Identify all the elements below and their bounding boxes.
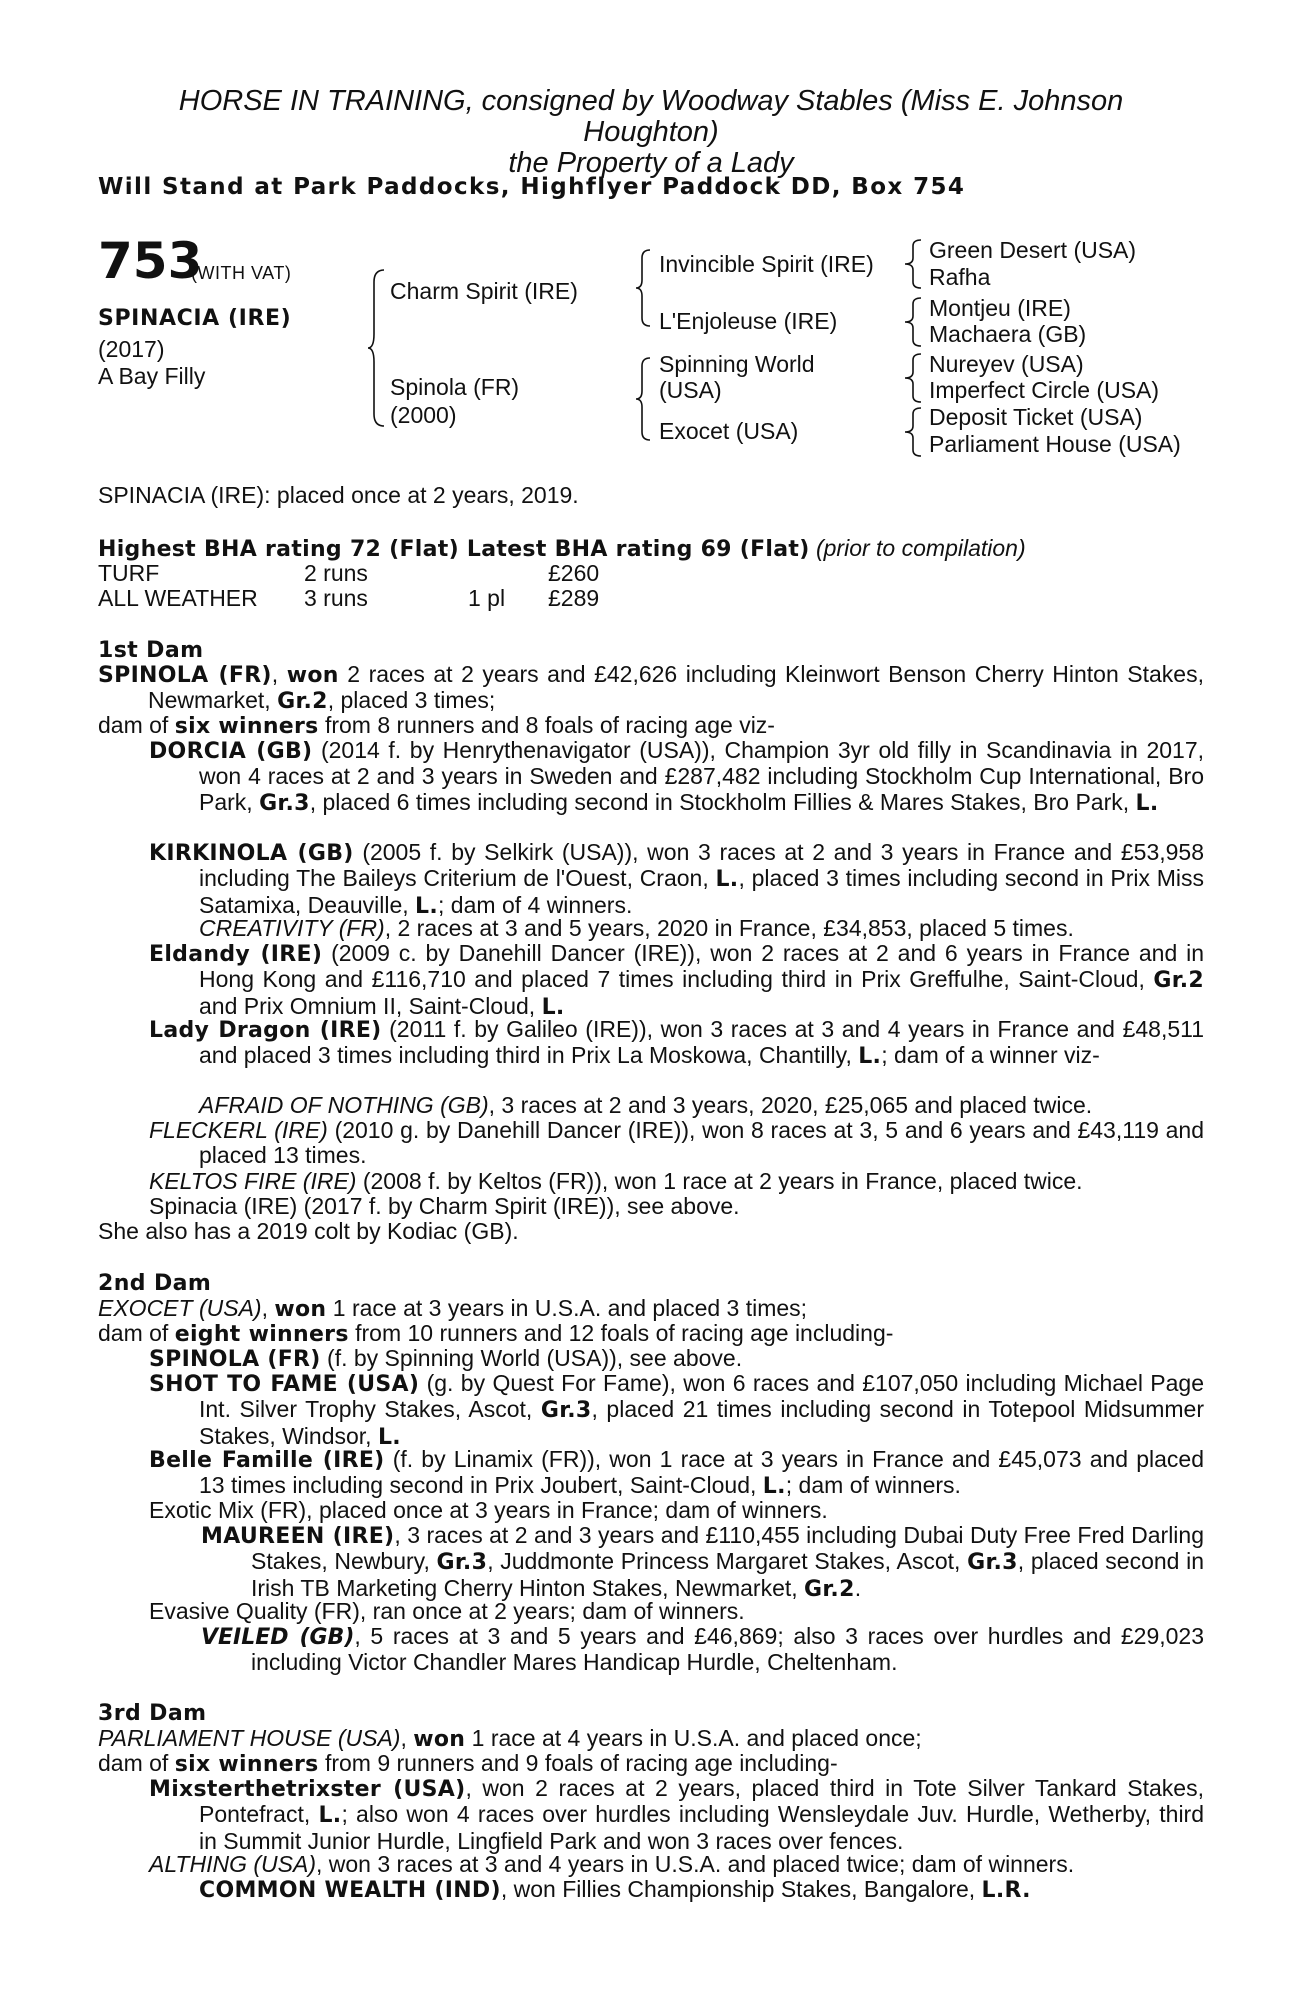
- grade-label: Gr.3: [540, 1398, 592, 1424]
- consignor-line-2: Houghton): [583, 116, 719, 148]
- first-dam-produce-summary: [98, 713, 775, 739]
- rating-note: (prior to compilation): [815, 535, 1026, 561]
- produce-text: , placed 3 times including second in Prix Miss Satamixa, Deauville,: [199, 865, 1205, 918]
- pedigree-brace-sire: [634, 248, 654, 328]
- produce-name: ALTHING (USA): [149, 1851, 316, 1877]
- produce-name: VEILED (GB): [201, 1625, 355, 1650]
- produce-afraid-of-nothing: [199, 1093, 1092, 1118]
- produce-text: (2011 f. by Galileo (IRE)), won 3 races at 3 and 4 years in France and £48,511 and placed 3 times including third in Prix La Moskowa, Chantilly,: [199, 1016, 1204, 1069]
- third-dam-record: PARLIAMENT HOUSE (USA), won 1 race at 4 years in U.S.A. and placed once;: [98, 1725, 922, 1752]
- listed-label: L.: [541, 994, 565, 1020]
- horse-description: A Bay Filly: [98, 363, 206, 389]
- listed-label: L.: [415, 893, 439, 919]
- form-placed: 1 pl: [468, 585, 506, 611]
- listed-label: L.: [377, 1424, 401, 1450]
- pedigree-brace-gg3: [903, 352, 925, 404]
- produce-althing: [149, 1852, 1074, 1877]
- produce-text: , placed 21 times including second in Totepool Midsummer Stakes, Windsor,: [199, 1396, 1205, 1449]
- produce-text: , Juddmonte Princess Margaret Stakes, Ascot,: [487, 1548, 961, 1575]
- consignor-line-1: HORSE IN TRAINING, consigned by Woodway Stables (Miss E. Johnson: [178, 85, 1124, 117]
- produce-text: (2009 c. by Danehill Dancer (IRE)), won 2 races at 2 and 6 years in France and in Hong Kong and £116,710 and placed 7 times including third in Prix Greffulhe, Saint-Cloud,: [199, 940, 1204, 993]
- pedigree-brace-dam: [634, 356, 654, 442]
- sire-sire-name: Invincible Spirit (IRE): [659, 251, 874, 277]
- grade-label: Gr.3: [259, 790, 310, 816]
- dam-year: (2000): [390, 402, 457, 428]
- form-row-turf: [98, 561, 698, 586]
- second-dam-text: 1 race at 3 years in U.S.A. and placed 3 times;: [332, 1295, 808, 1321]
- form-row-all-weather: [98, 586, 698, 611]
- produce-name: Eldandy (IRE): [149, 942, 323, 967]
- produce-text: ; dam of winners.: [785, 1472, 961, 1499]
- pedigree-brace-main: [366, 268, 388, 428]
- produce-name: Mixsterthetrixster (USA): [149, 1777, 466, 1802]
- gg-deposit-ticket: Deposit Ticket (USA): [929, 404, 1143, 430]
- produce-text: (f. by Linamix (FR)), won 1 race at 3 years in France and £45,073 and placed 13 times including second in Prix Joubert, Saint-Cloud,: [199, 1446, 1204, 1499]
- produce-common-wealth: [199, 1877, 1031, 1903]
- produce-eldandy: [149, 940, 1204, 1020]
- third-dam-produce-summary: [98, 1751, 838, 1777]
- first-dam-text-end: , placed 3 times;: [327, 687, 496, 714]
- produce-text: (2010 g. by Danehill Dancer (IRE)), won 8 races at 3, 5 and 6 years and £43,119 and placed 13 times.: [199, 1117, 1204, 1169]
- dam-dam-name: Exocet (USA): [659, 418, 799, 444]
- vat-note: (WITH VAT): [191, 263, 292, 283]
- produce-creativity: [199, 916, 1074, 941]
- produce-name: SPINOLA (FR): [149, 1347, 321, 1372]
- produce-text: , won 2 races at 2 years, placed third in Tote Silver Tankard Stakes, Pontefract,: [199, 1775, 1204, 1828]
- produce-name: SHOT TO FAME (USA): [149, 1372, 420, 1397]
- lot-number: 753: [98, 232, 203, 290]
- sire-dam-name: L'Enjoleuse (IRE): [659, 308, 838, 334]
- produce-lady-dragon: [149, 1016, 1204, 1070]
- produce-text: (2014 f. by Henrythenavigator (USA)), Champion 3yr old filly in Scandinavia in 2017, won 4 races at 2 and 3 years in Sweden and £287,482 including Stockholm Cup International, Bro Park,: [199, 737, 1204, 815]
- form-earnings: £289: [548, 585, 600, 611]
- gg-green-desert: Green Desert (USA): [929, 237, 1137, 263]
- gg-rafha: Rafha: [929, 264, 991, 290]
- form-surface: TURF: [98, 560, 160, 586]
- vendor-line: the Property of a Lady: [508, 147, 794, 179]
- produce-belle-famille: [149, 1446, 1204, 1500]
- produce-name: MAUREEN (IRE): [201, 1524, 395, 1549]
- won-label: won: [286, 663, 339, 688]
- produce-evasive-quality: Evasive Quality (FR), ran once at 2 years; dam of winners.: [149, 1598, 745, 1624]
- sire-name: Charm Spirit (IRE): [390, 278, 578, 304]
- gg-parliament-house: Parliament House (USA): [929, 431, 1181, 457]
- produce-name: DORCIA (GB): [149, 739, 313, 764]
- second-dam-record: EXOCET (USA), won 1 race at 3 years in U.S.A. and placed 3 times;: [98, 1295, 808, 1322]
- produce-suffix: from 10 runners and 12 foals of racing age including-: [355, 1320, 894, 1346]
- won-label: won: [413, 1727, 466, 1752]
- produce-text: (2005 f. by Selkirk (USA)), won 3 races at 2 and 3 years in France and £53,958 including The Baileys Criterium de l'Ouest, Craon,: [199, 839, 1205, 892]
- pedigree-brace-gg1: [903, 238, 925, 290]
- produce-prefix: dam of: [98, 1320, 169, 1346]
- second-dam-heading: 2nd Dam: [98, 1271, 212, 1296]
- produce-spinola: [149, 1346, 742, 1372]
- gg-machaera: Machaera (GB): [929, 321, 1087, 347]
- produce-name: KIRKINOLA (GB): [149, 841, 354, 866]
- winners-count: six winners: [174, 714, 319, 739]
- produce-name: CREATIVITY (FR): [199, 915, 385, 941]
- produce-prefix: dam of: [98, 712, 169, 738]
- produce-text: (f. by Spinning World (USA)), see above.: [327, 1345, 743, 1371]
- produce-text: , 2 races at 3 and 5 years, 2020 in France, £34,853, placed 5 times.: [384, 915, 1074, 941]
- rating-line: [98, 536, 1026, 562]
- form-surface: ALL WEATHER: [98, 585, 258, 611]
- produce-name: KELTOS FIRE (IRE): [149, 1168, 357, 1194]
- horse-name: SPINACIA (IRE): [98, 306, 292, 331]
- form-earnings: £260: [548, 560, 600, 586]
- produce-text: , placed 6 times including second in Stockholm Fillies & Mares Stakes, Bro Park,: [309, 788, 1130, 815]
- listed-label: L.: [762, 1474, 786, 1500]
- produce-text: ; dam of 4 winners.: [438, 891, 633, 918]
- won-label: won: [274, 1297, 327, 1322]
- rating-values: Highest BHA rating 72 (Flat) Latest BHA rating 69 (Flat): [98, 537, 810, 562]
- consignor-header: [96, 86, 1206, 179]
- produce-prefix: dam of: [98, 1750, 169, 1776]
- produce-name: COMMON WEALTH (IND): [199, 1878, 501, 1903]
- stabling-location: Will Stand at Park Paddocks, Highflyer Paddock DD, Box 754: [98, 174, 966, 200]
- horse-year: (2017): [98, 336, 165, 362]
- first-dam-name: SPINOLA (FR): [98, 663, 272, 688]
- grade-label: Gr.3: [436, 1550, 488, 1576]
- dam-sire-country: (USA): [659, 377, 722, 403]
- produce-fleckerl: [149, 1117, 1204, 1169]
- produce-keltos-fire: [149, 1169, 1083, 1194]
- dam-name: Spinola (FR): [390, 374, 520, 400]
- produce-text: , 3 races at 2 and 3 years, 2020, £25,065 and placed twice.: [488, 1092, 1093, 1118]
- pedigree-brace-gg4: [903, 406, 925, 458]
- race-summary: SPINACIA (IRE): placed once at 2 years, 2019.: [98, 482, 579, 508]
- grade-label: Gr.2: [277, 689, 328, 715]
- first-dam-heading: 1st Dam: [98, 638, 204, 663]
- produce-text: (g. by Quest For Fame), won 6 races and £107,050 including Michael Page Int. Silver Trophy Stakes, Ascot,: [199, 1370, 1204, 1423]
- form-runs: 3 runs: [304, 585, 368, 611]
- produce-name: Lady Dragon (IRE): [149, 1018, 382, 1043]
- produce-dorcia: [149, 737, 1204, 816]
- third-dam-name: PARLIAMENT HOUSE (USA): [98, 1725, 401, 1751]
- second-dam-produce-summary: [98, 1321, 893, 1347]
- dam-sire-name: Spinning World: [659, 351, 815, 377]
- produce-maureen: MAUREEN (IRE), 3 races at 2 and 3 years and £110,455 including Dubai Duty Free Fred Darling Stakes, Newbury, Gr.3, Juddmonte Princess Margaret Stakes, Ascot, Gr.3, placed second in Irish TB Marketing Cherry Hinton Stakes, Newmarket, Gr.2.: [201, 1522, 1205, 1602]
- produce-text: , 3 races at 2 and 3 years and £110,455 including Dubai Duty Free Fred Darling Stakes, Newbury,: [251, 1522, 1204, 1575]
- gg-montjeu: Montjeu (IRE): [929, 295, 1071, 321]
- listed-label: L.: [858, 1044, 882, 1070]
- first-dam-text: 2 races at 2 years and £42,626 including Kleinwort Benson Cherry Hinton Stakes, Newmarket,: [148, 661, 1204, 714]
- listed-label: L.R.: [981, 1878, 1031, 1903]
- listed-label: L.: [715, 867, 739, 893]
- produce-text: , 5 races at 3 and 5 years and £46,869; also 3 races over hurdles and £29,023 including Victor Chandler Mares Handicap Hurdle, Cheltenham.: [251, 1623, 1204, 1676]
- produce-suffix: from 9 runners and 9 foals of racing age including-: [324, 1750, 838, 1776]
- produce-exotic-mix: Exotic Mix (FR), placed once at 3 years in France; dam of winners.: [149, 1497, 828, 1523]
- produce-spinacia: Spinacia (IRE) (2017 f. by Charm Spirit (IRE)), see above.: [149, 1193, 740, 1219]
- produce-text: and Prix Omnium II, Saint-Cloud,: [199, 992, 536, 1019]
- grade-label: Gr.3: [967, 1550, 1018, 1576]
- produce-text: , placed second in Irish TB Marketing Cherry Hinton Stakes, Newmarket,: [251, 1548, 1205, 1601]
- produce-text: (2008 f. by Keltos (FR)), won 1 race at 2 years in France, placed twice.: [362, 1168, 1083, 1194]
- produce-text: , won Fillies Championship Stakes, Bangalore,: [500, 1876, 976, 1902]
- winners-count: eight winners: [174, 1322, 349, 1347]
- listed-label: L.: [318, 1803, 342, 1829]
- produce-shot-to-fame: [149, 1370, 1205, 1450]
- produce-mixsterthetrixster: [149, 1775, 1204, 1854]
- produce-kirkinola: [149, 839, 1205, 919]
- produce-name: Belle Famille (IRE): [149, 1448, 385, 1473]
- winners-count: six winners: [174, 1752, 319, 1777]
- first-dam-record: SPINOLA (FR), won 2 races at 2 years and £42,626 including Kleinwort Benson Cherry Hinton Stakes, Newmarket, Gr.2, placed 3 times;: [98, 661, 1204, 715]
- grade-label: Gr.2: [804, 1576, 855, 1602]
- gg-nureyev: Nureyev (USA): [929, 351, 1084, 377]
- produce-veiled: [201, 1623, 1204, 1676]
- first-dam-also-note: She also has a 2019 colt by Kodiac (GB).: [98, 1218, 519, 1244]
- produce-text: , won 3 races at 3 and 4 years in U.S.A. and placed twice; dam of winners.: [315, 1851, 1075, 1877]
- produce-name: FLECKERL (IRE): [149, 1117, 328, 1143]
- third-dam-text: 1 race at 4 years in U.S.A. and placed once;: [471, 1725, 922, 1751]
- listed-label: L.: [1135, 790, 1159, 816]
- produce-suffix: from 8 runners and 8 foals of racing age viz-: [324, 712, 775, 738]
- pedigree-brace-gg2: [903, 296, 925, 348]
- grade-label: Gr.2: [1153, 968, 1204, 994]
- third-dam-heading: 3rd Dam: [98, 1701, 207, 1726]
- produce-text: ; also won 4 races over hurdles including Wensleydale Juv. Hurdle, Wetherby, third in Summit Junior Hurdle, Lingfield Park and won 3 races over fences.: [199, 1801, 1204, 1854]
- form-runs: 2 runs: [304, 560, 368, 586]
- second-dam-name: EXOCET (USA): [98, 1295, 262, 1321]
- gg-imperfect-circle: Imperfect Circle (USA): [929, 377, 1160, 403]
- produce-text: ; dam of a winner viz-: [881, 1042, 1100, 1069]
- produce-name: AFRAID OF NOTHING (GB): [199, 1092, 489, 1118]
